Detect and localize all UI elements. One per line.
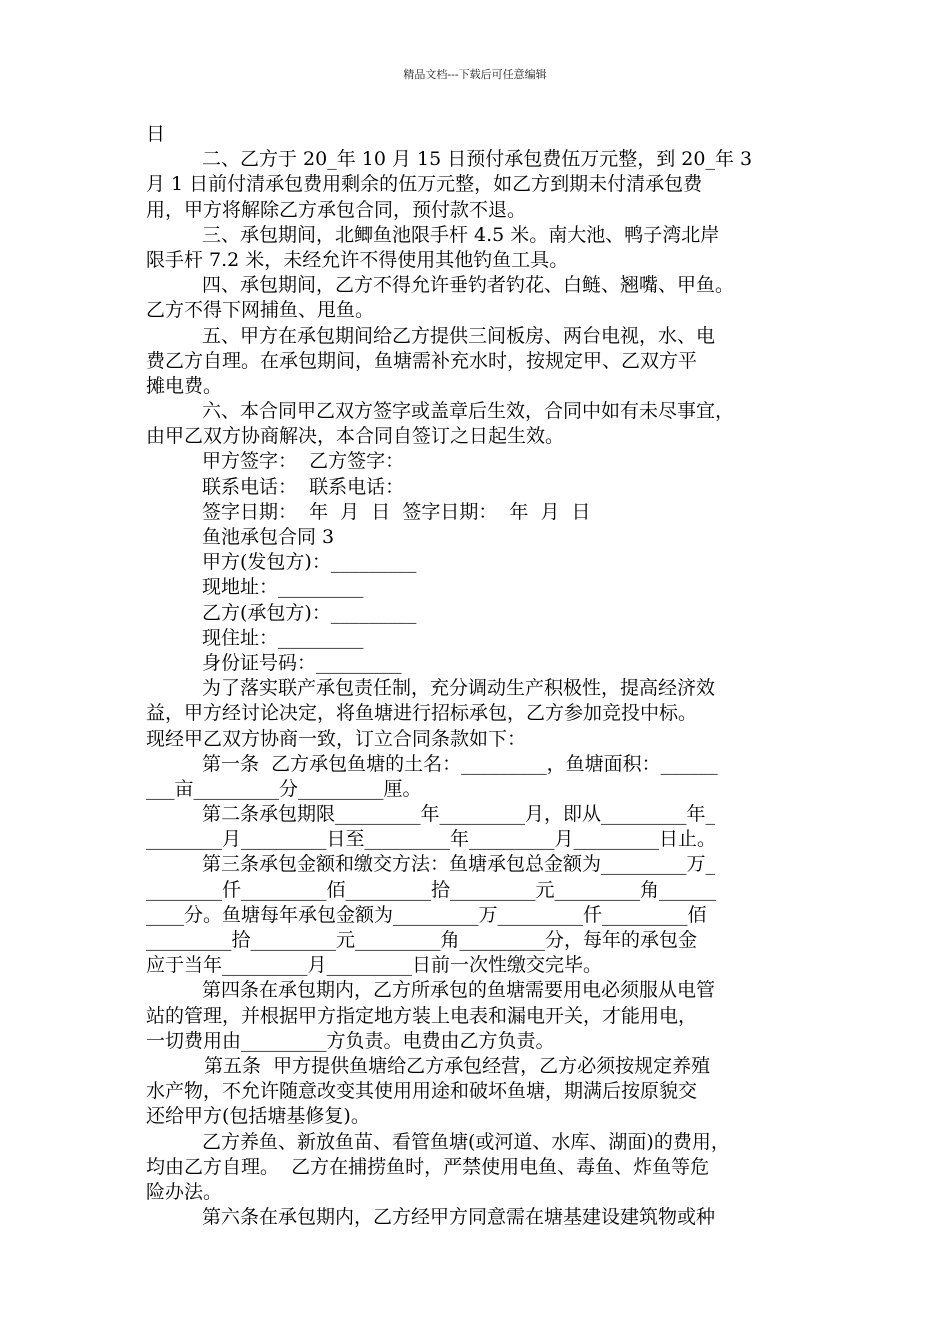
text-line: ________月_________日至_________年_________月_________日止。 — [146, 828, 717, 851]
text-line: 第六条在承包期内，乙方经甲方同意需在塘基建设建筑物或种 — [202, 1206, 716, 1229]
page-header: 精品文档---下载后可任意编辑 — [403, 68, 547, 81]
text-line: 甲方签字： 乙方签字： — [202, 450, 405, 473]
text-line: 还给甲方(包括塘基修复)。 — [146, 1105, 370, 1128]
text-line: 应于当年_________月_________日前一次性缴交完毕。 — [146, 954, 603, 977]
text-line: 用，甲方将解除乙方承包合同，预付款不退。 — [146, 198, 527, 221]
text-line: 第一条 乙方承包鱼塘的土名：_________，鱼塘面积：______ — [202, 752, 718, 775]
text-line: 六、本合同甲乙双方签字或盖章后生效，合同中如有未尽事宜， — [202, 400, 735, 423]
text-line: ___亩_________分_________厘。 — [146, 777, 422, 800]
text-line: 现住址：_________ — [202, 626, 364, 649]
text-line: 第五条 甲方提供鱼塘给乙方承包经营，乙方必须按规定养殖 — [204, 1054, 711, 1077]
text-line: 乙方(承包方)：_________ — [202, 601, 417, 624]
text-line: 二、乙方于 20_年 10 月 15 日预付承包费伍万元整，到 20_年 3 — [202, 148, 753, 171]
text-line: 水产物，不允许随意改变其使用用途和破坏鱼塘，期满后按原貌交 — [146, 1080, 698, 1103]
text-line: 险办法。 — [146, 1180, 223, 1203]
text-line: 为了落实联产承包责任制，充分调动生产积极性，提高经济效 — [202, 677, 716, 700]
text-line: 现经甲乙双方协商一致，订立合同条款如下： — [146, 727, 527, 750]
text-line: 三、承包期间，北鲫鱼池限手杆 4.5 米。南大池、鸭子湾北岸 — [202, 223, 720, 246]
text-line: 联系电话： 联系电话： — [202, 475, 405, 498]
text-line: 第四条在承包期内，乙方所承包的鱼塘需要用电必须服从电管 — [202, 979, 716, 1002]
text-line: 由甲乙双方协商解决，本合同自签订之日起生效。 — [146, 425, 565, 448]
text-line: 乙方不得下网捕鱼、甩鱼。 — [146, 299, 375, 322]
text-line: ________仟_________佰_________拾_________元_________角______ — [146, 878, 717, 901]
text-line: _________拾_________元_________角_________分，每年的承包金 — [146, 929, 698, 951]
text-line: 乙方养鱼、新放鱼苗、看管鱼塘(或河道、水库、湖面)的费用， — [202, 1130, 730, 1153]
text-line: 均由乙方自理。 乙方在捕捞鱼时，严禁使用电鱼、毒鱼、炸鱼等危 — [146, 1155, 710, 1178]
text-line: 站的管理，并根据甲方指定地方装上电表和漏电开关，才能用电， — [146, 1004, 698, 1027]
text-line: 一切费用由_________方负责。电费由乙方负责。 — [146, 1029, 555, 1052]
text-line: ____分。鱼塘每年承包金额为_________万_________仟_________佰 — [146, 903, 707, 926]
text-line: 第二条承包期限_________年_________月，即从_________年_ — [202, 803, 716, 826]
text-line: 五、甲方在承包期间给乙方提供三间板房、两台电视，水、电 — [202, 324, 716, 347]
text-line: 第三条承包金额和缴交方法：鱼塘承包总金额为_________万_ — [202, 853, 716, 876]
text-line: 现地址：_________ — [202, 576, 364, 599]
document-body — [146, 122, 811, 1230]
text-line: 益，甲方经讨论决定，将鱼塘进行招标承包，乙方参加竞投中标。 — [146, 702, 698, 725]
text-line: 甲方(发包方)：_________ — [202, 551, 417, 574]
text-line: 限手杆 7.2 米，未经允许不得使用其他钓鱼工具。 — [146, 248, 569, 271]
text-line: 摊电费。 — [146, 374, 223, 397]
text-line: 身份证号码：_________ — [202, 651, 402, 674]
text-line: 月 1 日前付清承包费用剩余的伍万元整，如乙方到期未付清承包费 — [146, 173, 703, 196]
text-line: 四、承包期间，乙方不得允许垂钓者钓花、白鲢、翘嘴、甲鱼。 — [202, 274, 735, 297]
text-line: 日 — [146, 123, 166, 145]
text-line: 费乙方自理。在承包期间，鱼塘需补充水时，按规定甲、乙双方平 — [146, 349, 698, 372]
text-line: 签字日期： 年 月 日 签字日期： 年 月 日 — [202, 500, 591, 523]
text-line: 鱼池承包合同 3 — [202, 526, 335, 548]
